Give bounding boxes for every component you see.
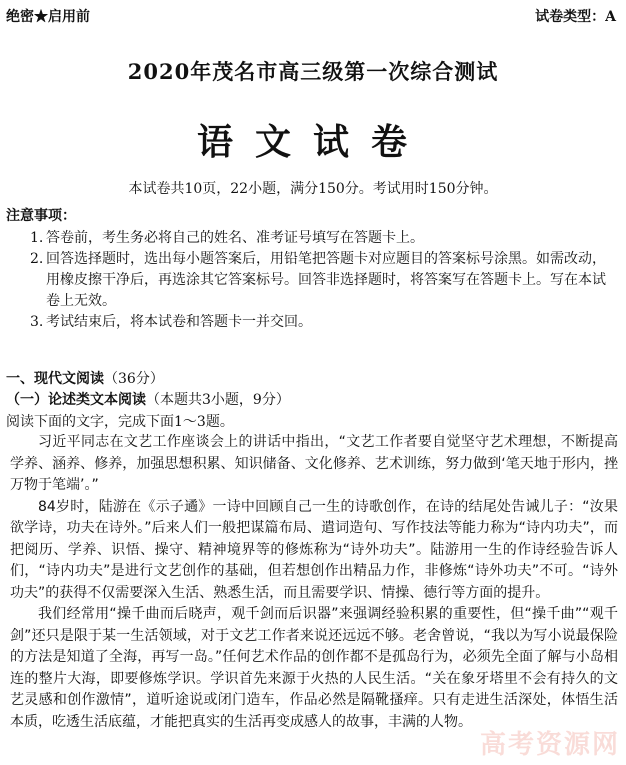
- subsection-note: （本题共3小题，9分）: [146, 392, 290, 408]
- note-item: [30, 228, 610, 249]
- note-text: 考试结束后，将本试卷和答题卡一并交回。: [46, 314, 312, 330]
- passage-paragraph: 我们经常用“操千曲而后晓声，观千剑而后识器”来强调经验积累的重要性，但“操千曲”“观千剑”还只是限于某一生活领域，对于文艺工作者来说还远远不够。老舍曾说，“我以为写小说最保险的方法是知道了全海，再写一岛。”任何艺术作品的创作都不是孤岛行为，必须先全面了解与小岛相连的整片大海，即要修炼学识。学识首先来源于火热的人民生活。“关在象牙塔里不会有持久的文艺灵感和创作激情”，道听途说或闭门造车，作品必然是隔靴搔痒。只有走进生活深处，体悟生活本质，吃透生活底蕴，才能把真实的生活再变成感人的故事，丰满的人物。: [10, 606, 618, 730]
- watermark: 高考资源网: [479, 730, 620, 760]
- note-number: 1.: [30, 230, 44, 246]
- note-number: 3.: [30, 314, 44, 330]
- subsection-heading: [6, 389, 290, 409]
- note-item: [30, 249, 610, 312]
- section-heading: [6, 368, 164, 388]
- subject-title: 语文试卷: [196, 121, 429, 163]
- passage-paragraph: 84岁时，陆游在《示子遹》一诗中回顾自己一生的诗歌创作，在诗的结尾处告诫儿子：“汝果欲学诗，功夫在诗外。”后来人们一般把谋篇布局、遣词造句、写作技法等能力称为“诗内功夫”，而把阅历、学养、识悟、操守、精神境界等的修炼称为“诗外功夫”。陆游用一生的作诗经验告诉人们，“诗内功夫”是进行文艺创作的基础，但若想创作出精品力作，非修炼“诗外功夫”不可。“诗外功夫”的获得不仅需要深入生活、熟悉生活，而且需要学识、情操、德行等方面的提升。: [10, 498, 618, 601]
- note-text: 答卷前，考生务必将自己的姓名、准考证号填写在答题卡上。: [46, 230, 424, 246]
- notes-heading: 注意事项：: [6, 208, 76, 224]
- exam-title: 2020年茂名市高三级第一次综合测试: [127, 59, 499, 84]
- secret-mark: 绝密★启用前: [6, 9, 90, 25]
- note-text: 回答选择题时，选出每小题答案后，用铅笔把答题卡对应题目的答案标号涂黑。如需改动，用橡皮擦干净后，再选涂其它答案标号。回答非选择题时，将答案写在答题卡上。写在本试卷上无效。: [46, 251, 606, 309]
- reading-passage: [10, 432, 618, 733]
- note-number: 2.: [30, 251, 44, 267]
- notes-list: [30, 228, 610, 333]
- subsection-title: （一）论述类文本阅读: [6, 392, 146, 408]
- passage-paragraph: 习近平同志在文艺工作座谈会上的讲话中指出，“文艺工作者要自觉坚守艺术理想，不断提高学养、涵养、修养，加强思想积累、知识储备、文化修养、艺术训练，努力做到‘笔天地于形内，挫万物于笔端’。”: [10, 434, 618, 493]
- exam-info: 本试卷共10页，22小题，满分150分。考试用时150分钟。: [128, 181, 498, 197]
- reading-instruction: 阅读下面的文字，完成下面1～3题。: [6, 414, 234, 430]
- section-title: 一、现代文阅读: [6, 371, 104, 387]
- note-item: [30, 312, 610, 333]
- section-score: （36分）: [104, 371, 164, 387]
- paper-type: 试卷类型：A: [535, 9, 616, 25]
